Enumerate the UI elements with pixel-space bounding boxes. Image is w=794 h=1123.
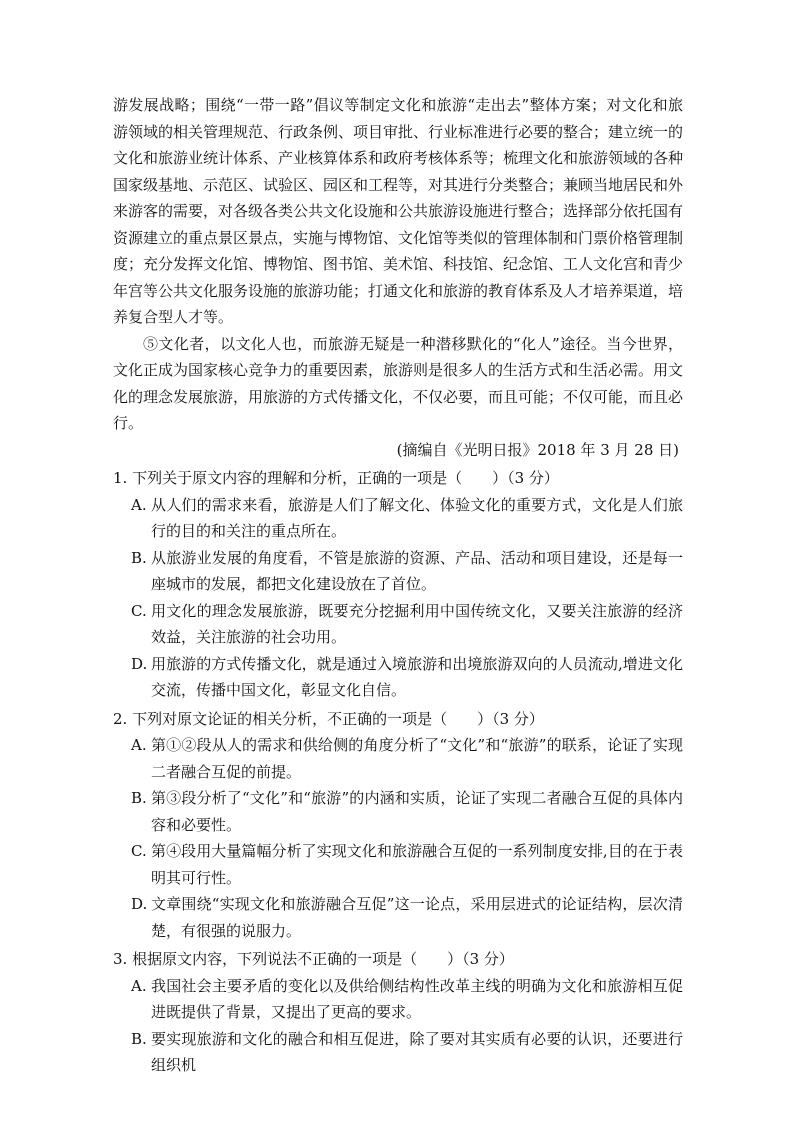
option-letter: A. xyxy=(131,736,147,754)
option-text: 用文化的理念发展旅游，既要充分挖掘利用中国传统文化，又要关注旅游的经济效益，关注旅游的社会功用。 xyxy=(151,601,683,646)
option-letter: B. xyxy=(131,1029,147,1048)
question-2 xyxy=(113,706,683,945)
question-stem: 3. 根据原文内容，下列说法不正确的一项是（ ）（3 分） xyxy=(113,950,514,968)
option-letter: C. xyxy=(131,842,147,860)
option-b xyxy=(113,785,683,838)
passage-paragraph-5: ⑤文化者，以文化人也，而旅游无疑是一种潜移默化的“化人”途径。当今世界，文化正成为国家核心竞争力的重要因素，旅游则是很多人的生活方式和生活必需。用文化的理念发展旅游，用旅游的方式传播文化，不仅必要，而且可能；不仅可能，而且必行。 xyxy=(113,334,684,432)
option-d xyxy=(113,651,683,704)
option-text: 要实现旅游和文化的融合和相互促进，除了要对其实质有必要的认识，还要进行组织机 xyxy=(151,1029,683,1074)
document-body xyxy=(113,92,683,1079)
option-letter: A. xyxy=(131,495,147,514)
option-a xyxy=(113,732,683,785)
option-b xyxy=(113,1026,683,1079)
option-text: 从人们的需求来看，旅游是人们了解文化、体验文化的重要方式，文化是人们旅行的目的和关注的重点所在。 xyxy=(151,495,683,540)
option-c xyxy=(113,598,683,651)
option-d xyxy=(113,891,683,944)
option-text: 第④段用大量篇幅分析了实现文化和旅游融合互促的一系列制度安排,目的在于表明其可行性。 xyxy=(151,842,683,887)
option-text: 用旅游的方式传播文化，就是通过入境旅游和出境旅游双向的人员流动,增进文化交流，传播中国文化，彰显文化自信。 xyxy=(151,654,683,699)
option-letter: C. xyxy=(131,601,147,620)
option-b xyxy=(113,545,683,598)
option-text: 文章围绕“实现文化和旅游融合互促”这一论点，采用层进式的论证结构，层次清楚，有很强的说服力。 xyxy=(151,895,683,940)
option-c xyxy=(113,838,683,891)
option-letter: B. xyxy=(131,548,147,567)
option-text: 从旅游业发展的角度看，不管是旅游的资源、产品、活动和项目建设，还是每一座城市的发展，都把文化建设放在了首位。 xyxy=(151,548,683,593)
question-3 xyxy=(113,946,683,1079)
option-a xyxy=(113,973,683,1026)
option-letter: D. xyxy=(131,895,148,913)
option-text: 我国社会主要矛盾的变化以及供给侧结构性改革主线的明确为文化和旅游相互促进既提供了背景，又提出了更高的要求。 xyxy=(151,976,683,1021)
question-stem: 2. 下列对原文论证的相关分析，不正确的一项是（ ）（3 分） xyxy=(113,709,544,728)
option-a xyxy=(113,492,683,545)
option-letter: B. xyxy=(131,789,147,807)
option-text: 第①②段从人的需求和供给侧的角度分析了“文化”和“旅游”的联系，论证了实现二者融合互促的前提。 xyxy=(151,736,683,781)
question-stem: 1. 下列关于原文内容的理解和分析，正确的一项是（ ）（3 分） xyxy=(113,469,559,487)
option-text: 第③段分析了“文化”和“旅游”的内涵和实质，论证了实现二者融合互促的具体内容和必要性。 xyxy=(151,789,683,834)
source-citation: (摘编自《光明日报》2018 年 3 月 28 日) xyxy=(396,440,679,459)
question-1 xyxy=(113,465,683,704)
option-letter: A. xyxy=(131,976,147,995)
option-letter: D. xyxy=(131,654,148,673)
passage-paragraph-4-continued: 游发展战略；围绕“一带一路”倡议等制定文化和旅游“走出去”整体方案；对文化和旅游领域的相关管理规范、行政条例、项目审批、行业标准进行必要的整合；建立统一的文化和旅游业统计体系、产业核算体系和政府考核体系等；梳理文化和旅游领域的各种国家级基地、示范区、试验区、园区和工程等，对其进行分类整合；兼顾当地居民和外来游客的需要，对各级各类公共文化设施和公共旅游设施进行整合；选择部分依托国有资源建立的重点景区景点，实施与博物馆、文化馆等类似的管理体制和门票价格管理制度；充分发挥文化馆、博物馆、图书馆、美术馆、科技馆、纪念馆、工人文化宫和青少年宫等公共文化服务设施的旅游功能；打通文化和旅游的教育体系及人才培养渠道，培养复合型人才等。 xyxy=(113,96,684,326)
